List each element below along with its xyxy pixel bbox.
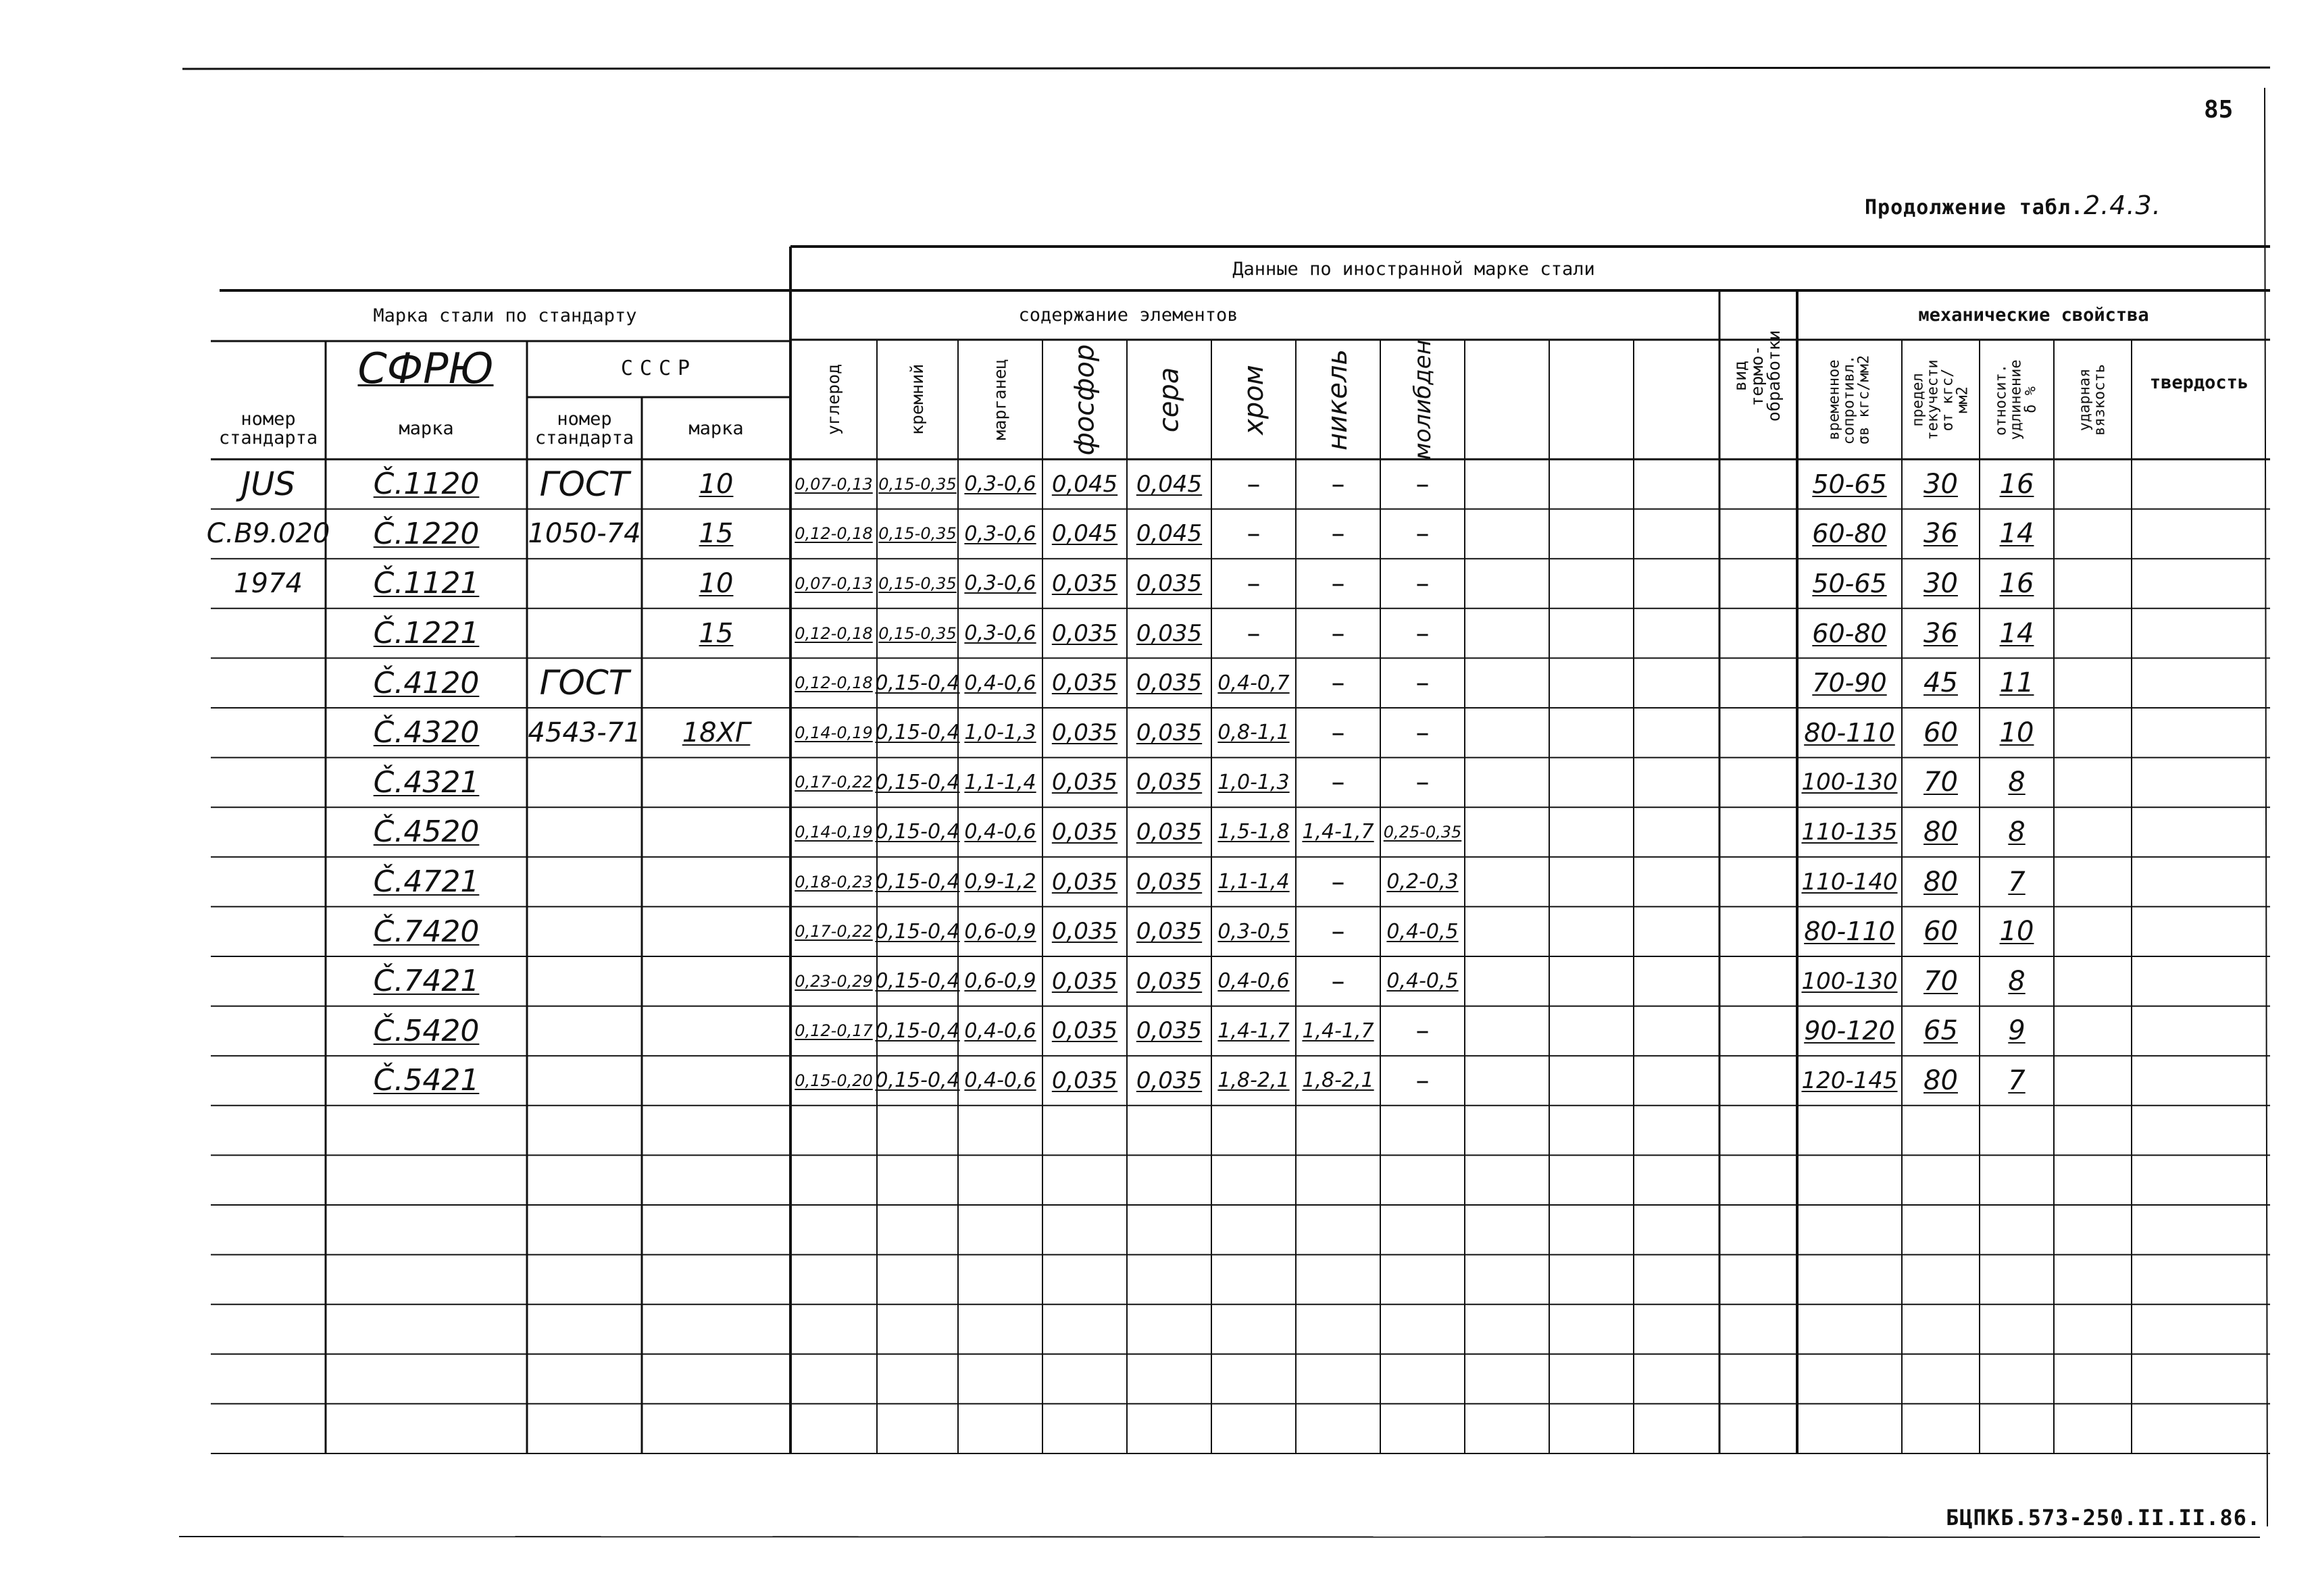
yield-strength: 70 [1923,965,1958,997]
element-value-cr: 1,5-1,8 [1217,820,1290,844]
element-value-c: 0,07-0,13 [795,474,873,494]
element-value-c: 0,12-0,18 [795,673,873,693]
element-header-2: марганец [990,359,1010,440]
hardness-header: твердость [2149,372,2249,394]
element-value-mn: 0,4-0,6 [964,1019,1036,1043]
element-value-mo: – [1415,567,1430,599]
elongation: 7 [2008,866,2026,898]
foreign-grade: Č.4721 [373,865,480,900]
element-value-si: 0,15-0,4 [875,770,960,794]
element-value-p: 0,035 [1051,918,1118,946]
elements-content-header: содержание элементов [1018,304,1238,326]
tensile-strength: 60-80 [1812,618,1887,648]
element-header-4: сера [1153,367,1185,432]
element-value-c: 0,07-0,13 [795,573,873,593]
element-value-mo: – [1415,617,1430,649]
element-value-s: 0,035 [1136,1066,1203,1094]
element-value-mn: 0,4-0,6 [964,671,1036,695]
element-value-cr: 0,8-1,1 [1217,721,1290,745]
foreign-grade: Č.1120 [373,467,480,502]
element-value-ni: – [1331,617,1345,649]
element-value-mn: 0,3-0,6 [964,521,1036,546]
element-value-p: 0,035 [1051,1017,1118,1045]
element-value-mn: 0,6-0,9 [964,919,1036,944]
element-value-s: 0,035 [1136,619,1203,647]
element-value-c: 0,17-0,22 [795,773,873,792]
foreign-grade: Č.4120 [373,665,480,700]
yield-strength: 30 [1923,468,1958,500]
foreign-grade-header: марка [399,417,454,439]
element-value-ni: – [1331,667,1345,699]
element-value-cr: – [1247,518,1261,550]
tensile-strength: 120-145 [1801,1066,1898,1094]
element-value-ni: 1,8-2,1 [1302,1069,1374,1093]
foreign-grade: Č.4520 [373,815,480,850]
country-foreign-header: СФРЮ [357,344,494,394]
ussr-std-number-header: номер стандарта [534,408,634,448]
foreign-grade: Č.4320 [373,715,480,750]
element-value-p: 0,035 [1051,868,1118,896]
element-value-si: 0,15-0,4 [875,919,960,944]
element-value-mo: – [1415,1015,1430,1047]
element-value-ni: – [1331,866,1345,898]
ussr-grade-header: марка [688,417,744,439]
element-header-0: углерод [824,363,844,436]
element-value-p: 0,045 [1051,520,1118,548]
foreign-grade: Č.5420 [373,1013,480,1048]
element-value-cr: 0,3-0,5 [1217,919,1290,944]
element-value-mo: 0,25-0,35 [1383,822,1462,842]
element-header-1: кремний [907,363,928,436]
country-ussr-header: СССР [620,357,697,381]
mechanical-header-0: временное сопротивл. σв кгс/мм2 [1826,355,1873,444]
element-value-cr: 1,0-1,3 [1217,770,1290,794]
tensile-strength: 110-140 [1801,868,1898,896]
element-value-mn: 0,9-1,2 [964,870,1036,894]
element-header-6: никель [1322,349,1354,451]
element-value-si: 0,15-0,4 [875,721,960,745]
element-value-si: 0,15-0,4 [875,820,960,844]
element-value-cr: 0,4-0,7 [1217,671,1290,695]
element-value-si: 0,15-0,35 [878,623,957,643]
tensile-strength: 60-80 [1812,519,1887,549]
element-value-mo: – [1415,667,1430,699]
element-value-s: 0,035 [1136,669,1203,697]
tensile-strength: 80-110 [1804,917,1895,947]
element-header-5: хром [1238,364,1269,435]
yield-strength: 80 [1923,1064,1958,1096]
element-value-s: 0,045 [1136,470,1203,498]
element-value-c: 0,12-0,17 [795,1021,873,1041]
element-value-ni: – [1331,767,1345,798]
element-value-c: 0,14-0,19 [795,723,873,742]
page-number: 85 [2204,96,2234,124]
elongation: 11 [1999,667,2034,699]
element-value-ni: 1,4-1,7 [1302,820,1374,844]
tensile-strength: 100-130 [1801,769,1898,796]
ussr-standard-line: ГОСТ [539,663,630,703]
element-value-cr: 1,8-2,1 [1217,1069,1290,1093]
element-value-mo: – [1415,717,1430,748]
ussr-grade: 15 [699,518,734,550]
tensile-strength: 80-110 [1804,717,1895,748]
element-value-c: 0,17-0,22 [795,922,873,942]
element-value-si: 0,15-0,4 [875,671,960,695]
yield-strength: 36 [1923,518,1958,550]
element-value-ni: – [1331,717,1345,748]
element-value-p: 0,035 [1051,769,1118,796]
element-value-p: 0,035 [1051,619,1118,647]
element-value-mo: – [1415,1064,1430,1096]
element-value-ni: – [1331,468,1345,500]
element-value-si: 0,15-0,35 [878,474,957,494]
element-value-c: 0,23-0,29 [795,971,873,991]
foreign-standard-line: C.B9.020 [206,518,330,550]
yield-strength: 60 [1923,717,1958,748]
element-value-cr: 0,4-0,6 [1217,969,1290,994]
element-value-mo: – [1415,767,1430,798]
element-header-7: молибден [1409,339,1436,460]
element-value-si: 0,15-0,4 [875,1069,960,1093]
element-value-ni: – [1331,916,1345,948]
foreign-grade: Č.1121 [373,566,480,601]
element-value-s: 0,035 [1136,918,1203,946]
element-value-si: 0,15-0,35 [878,524,957,544]
mechanical-header-3: ударная вязкость [2076,363,2109,436]
foreign-grade: Č.1221 [373,616,480,651]
element-value-p: 0,035 [1051,818,1118,846]
grid-line [182,68,2270,69]
element-value-si: 0,15-0,4 [875,870,960,894]
element-value-mn: 0,3-0,6 [964,621,1036,646]
element-value-s: 0,035 [1136,1017,1203,1045]
elongation: 9 [2008,1015,2026,1047]
tensile-strength: 100-130 [1801,967,1898,995]
foreign-std-number-header: номер стандарта [218,408,318,448]
element-value-mo: 0,4-0,5 [1386,919,1459,944]
mechanical-properties-header: механические свойства [1918,304,2149,326]
element-value-c: 0,12-0,18 [795,623,873,643]
elongation: 7 [2008,1064,2026,1096]
yield-strength: 70 [1923,767,1958,798]
element-value-mn: 0,4-0,6 [964,820,1036,844]
foreign-standard-line: 1974 [234,567,303,599]
elongation: 8 [2008,767,2026,798]
element-value-ni: – [1331,567,1345,599]
yield-strength: 65 [1923,1015,1958,1047]
element-value-c: 0,18-0,23 [795,872,873,892]
element-value-mn: 0,3-0,6 [964,472,1036,496]
elongation: 16 [1999,567,2034,599]
element-value-c: 0,14-0,19 [795,822,873,842]
foreign-standard-line: JUS [241,465,295,503]
element-value-si: 0,15-0,4 [875,969,960,994]
tensile-strength: 70-90 [1812,668,1887,698]
foreign-grade: Č.1220 [373,516,480,551]
element-value-c: 0,15-0,20 [795,1071,873,1090]
element-value-p: 0,035 [1051,1066,1118,1094]
yield-strength: 36 [1923,617,1958,649]
element-value-mn: 0,6-0,9 [964,969,1036,994]
tensile-strength: 90-120 [1804,1016,1895,1046]
heat-treatment-header: вид термо- обработки [1730,330,1784,421]
element-value-p: 0,035 [1051,569,1118,597]
element-value-si: 0,15-0,4 [875,1019,960,1043]
element-value-mo: – [1415,468,1430,500]
element-value-ni: 1,4-1,7 [1302,1019,1374,1043]
ussr-grade: 10 [699,468,734,500]
foreign-grade: Č.4321 [373,765,480,800]
element-value-p: 0,035 [1051,967,1118,995]
elongation: 8 [2008,965,2026,997]
element-value-p: 0,035 [1051,719,1118,746]
continuation-number: 2.4.3. [2084,190,2161,220]
tensile-strength: 50-65 [1812,469,1887,499]
element-value-mn: 0,4-0,6 [964,1069,1036,1093]
element-value-cr: 1,1-1,4 [1217,870,1290,894]
yield-strength: 45 [1923,667,1958,699]
element-value-ni: – [1331,518,1345,550]
ussr-grade: 10 [699,567,734,599]
element-value-s: 0,045 [1136,520,1203,548]
element-value-si: 0,15-0,35 [878,573,957,593]
ussr-standard-line: ГОСТ [539,464,630,504]
mechanical-header-1: предел текучести σт кгс/мм2 [1909,359,1971,440]
element-value-p: 0,035 [1051,669,1118,697]
element-value-cr: 1,4-1,7 [1217,1019,1290,1043]
ussr-grade: 18ХГ [682,717,751,748]
element-value-mn: 1,1-1,4 [964,770,1036,794]
element-value-s: 0,035 [1136,967,1203,995]
element-value-ni: – [1331,965,1345,997]
element-value-cr: – [1247,468,1261,500]
mechanical-header-2: относит. удлинение δ % [1993,359,2040,440]
element-value-mn: 0,3-0,6 [964,571,1036,596]
element-value-c: 0,12-0,18 [795,524,873,544]
elongation: 14 [1999,617,2034,649]
document-code: БЦПКБ.573-250.II.II.86. [1946,1505,2261,1530]
foreign-grade: Č.7421 [373,964,480,999]
element-value-mo: 0,4-0,5 [1386,969,1459,994]
grade-by-standard-header: Марка стали по стандарту [373,305,637,326]
yield-strength: 80 [1923,816,1958,848]
element-value-s: 0,035 [1136,818,1203,846]
element-value-s: 0,035 [1136,719,1203,746]
element-value-mn: 1,0-1,3 [964,721,1036,745]
element-value-p: 0,045 [1051,470,1118,498]
ussr-standard-line: 4543-71 [528,717,641,748]
element-value-mo: 0,2-0,3 [1386,870,1459,894]
ussr-standard-line: 1050-74 [528,518,641,550]
element-value-cr: – [1247,617,1261,649]
elongation: 10 [1999,916,2034,948]
foreign-grade: Č.5421 [373,1063,480,1098]
elongation: 10 [1999,717,2034,748]
element-value-s: 0,035 [1136,569,1203,597]
yield-strength: 60 [1923,916,1958,948]
element-value-mo: – [1415,518,1430,550]
tensile-strength: 50-65 [1812,568,1887,598]
yield-strength: 30 [1923,567,1958,599]
element-value-s: 0,035 [1136,769,1203,796]
foreign-grade: Č.7420 [373,914,480,949]
tensile-strength: 110-135 [1801,818,1898,846]
element-header-3: фосфор [1069,344,1101,455]
yield-strength: 80 [1923,866,1958,898]
ussr-grade: 15 [699,617,734,649]
elongation: 8 [2008,816,2026,848]
foreign-data-header: Данные по иностранной марке стали [1232,258,1595,280]
continuation-prefix: Продолжение табл. [1865,196,2084,220]
element-value-s: 0,035 [1136,868,1203,896]
elongation: 14 [1999,518,2034,550]
elongation: 16 [1999,468,2034,500]
element-value-cr: – [1247,567,1261,599]
